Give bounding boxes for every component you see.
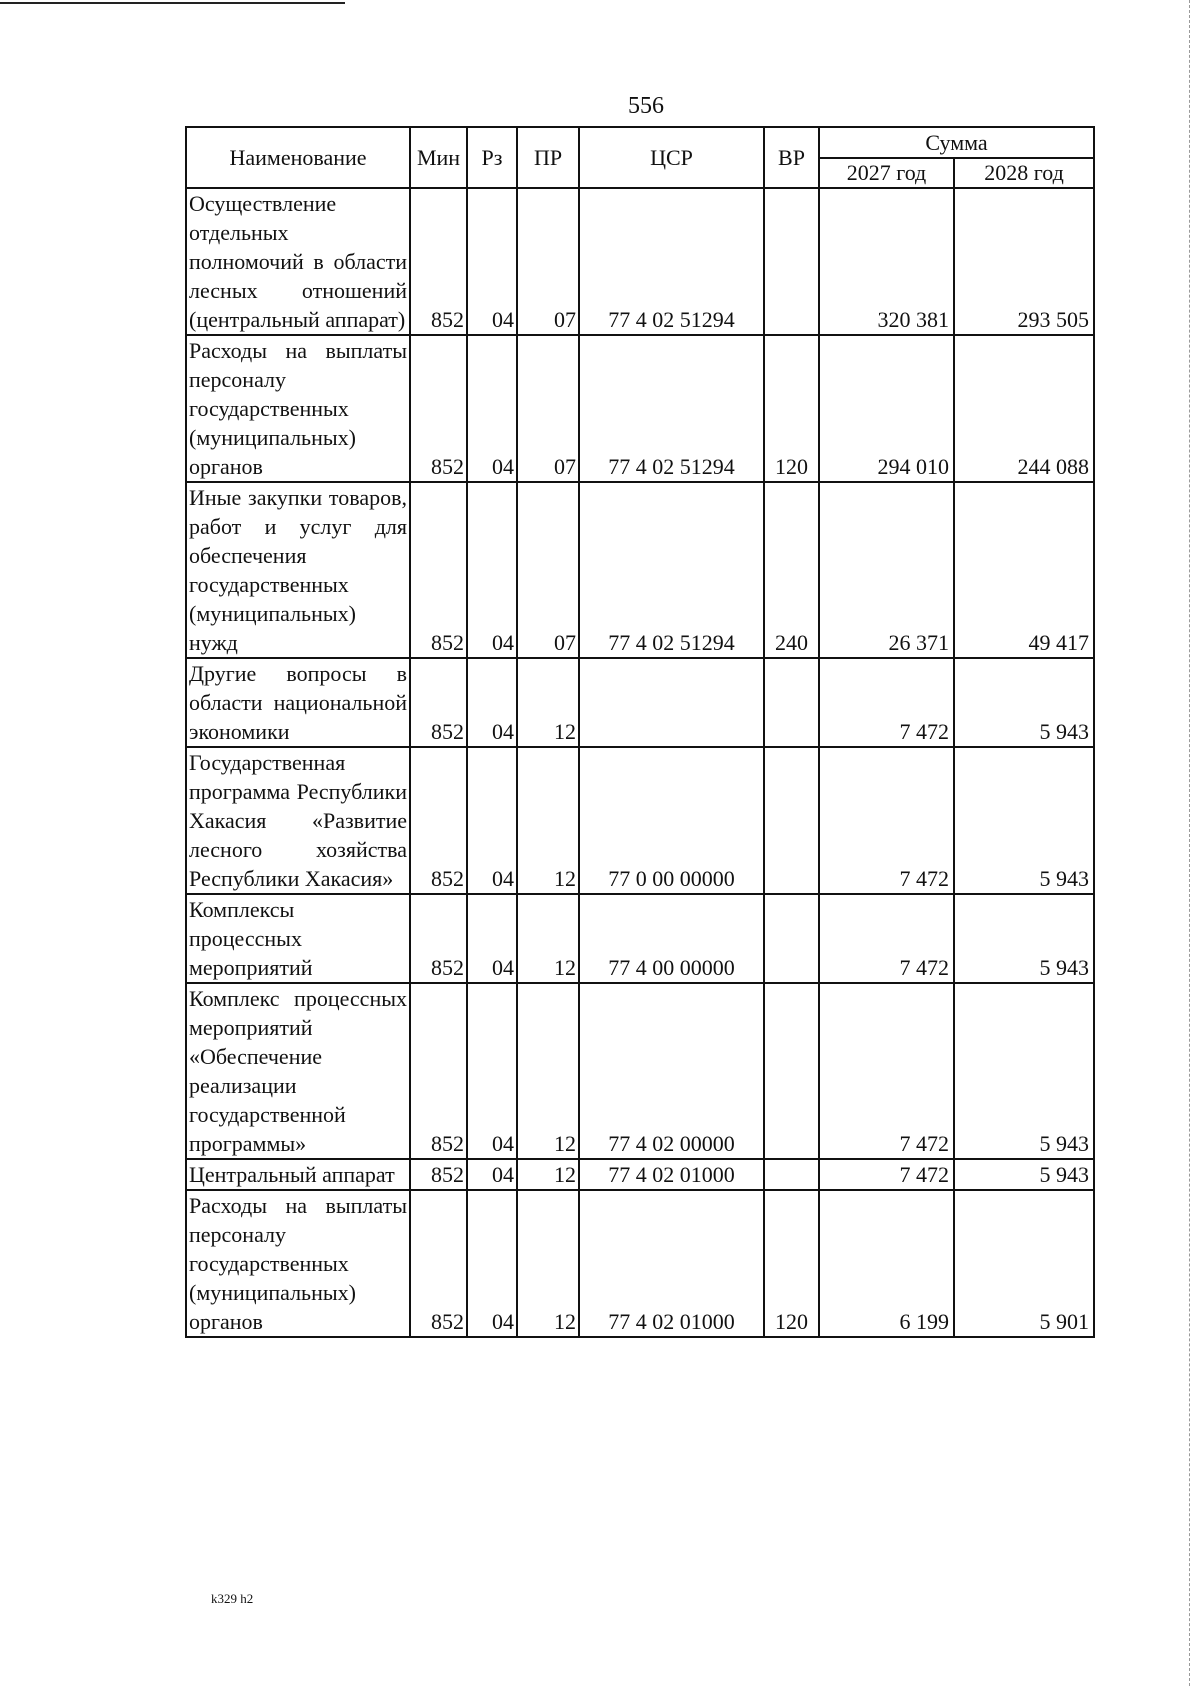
table-body xyxy=(186,188,1094,1337)
cell-sum-2027: 7 472 xyxy=(819,658,954,747)
cell-sum-2027: 7 472 xyxy=(819,1159,954,1190)
cell-rz: 04 xyxy=(467,983,517,1159)
cell-min: 852 xyxy=(410,1159,467,1190)
table-row xyxy=(186,983,1094,1159)
header-name: Наименование xyxy=(186,127,410,188)
cell-vr: 120 xyxy=(764,335,819,482)
cell-min: 852 xyxy=(410,658,467,747)
cell-csr: 77 4 02 00000 xyxy=(579,983,764,1159)
cell-sum-2028: 244 088 xyxy=(954,335,1094,482)
cell-min: 852 xyxy=(410,188,467,335)
cell-csr: 77 4 02 51294 xyxy=(579,188,764,335)
cell-vr xyxy=(764,894,819,983)
cell-pr: 07 xyxy=(517,188,579,335)
table-row xyxy=(186,658,1094,747)
cell-rz: 04 xyxy=(467,894,517,983)
cell-name: Иные закупки товаров, работ и услуг для обеспечения государственных (муниципальных) нужд xyxy=(186,482,410,658)
header-rz: Рз xyxy=(467,127,517,188)
cell-sum-2028: 293 505 xyxy=(954,188,1094,335)
cell-vr xyxy=(764,983,819,1159)
cell-pr: 12 xyxy=(517,894,579,983)
cell-sum-2027: 320 381 xyxy=(819,188,954,335)
cell-sum-2027: 7 472 xyxy=(819,747,954,894)
cell-vr xyxy=(764,188,819,335)
cell-pr: 12 xyxy=(517,1190,579,1337)
cell-pr: 12 xyxy=(517,658,579,747)
cell-name: Расходы на выплаты персоналу государственных (муниципальных) органов xyxy=(186,335,410,482)
cell-sum-2027: 26 371 xyxy=(819,482,954,658)
header-min: Мин xyxy=(410,127,467,188)
top-rule xyxy=(0,2,345,4)
cell-name: Расходы на выплаты персоналу государственных (муниципальных) органов xyxy=(186,1190,410,1337)
cell-csr xyxy=(579,658,764,747)
cell-csr: 77 4 02 51294 xyxy=(579,335,764,482)
table-row xyxy=(186,482,1094,658)
header-vr: ВР xyxy=(764,127,819,188)
cell-csr: 77 4 00 00000 xyxy=(579,894,764,983)
cell-min: 852 xyxy=(410,335,467,482)
cell-pr: 12 xyxy=(517,983,579,1159)
cell-rz: 04 xyxy=(467,1159,517,1190)
cell-name: Государственная программа Республики Хакасия «Развитие лесного хозяйства Республики Хакасия» xyxy=(186,747,410,894)
cell-sum-2028: 5 901 xyxy=(954,1190,1094,1337)
budget-table xyxy=(185,126,1095,1338)
cell-sum-2027: 6 199 xyxy=(819,1190,954,1337)
page-number: 556 xyxy=(628,93,664,119)
cell-sum-2028: 5 943 xyxy=(954,983,1094,1159)
cell-min: 852 xyxy=(410,482,467,658)
cell-sum-2028: 5 943 xyxy=(954,747,1094,894)
table-row xyxy=(186,1190,1094,1337)
cell-vr xyxy=(764,658,819,747)
cell-rz: 04 xyxy=(467,335,517,482)
cell-name: Комплекс процессных мероприятий «Обеспечение реализации государственной программы» xyxy=(186,983,410,1159)
cell-sum-2028: 5 943 xyxy=(954,894,1094,983)
cell-pr: 07 xyxy=(517,482,579,658)
cell-vr xyxy=(764,747,819,894)
table-row xyxy=(186,188,1094,335)
cell-rz: 04 xyxy=(467,188,517,335)
cell-min: 852 xyxy=(410,983,467,1159)
cell-csr: 77 4 02 01000 xyxy=(579,1190,764,1337)
cell-rz: 04 xyxy=(467,658,517,747)
cell-csr: 77 4 02 01000 xyxy=(579,1159,764,1190)
header-sum: Сумма xyxy=(819,127,1094,158)
cell-name: Центральный аппарат xyxy=(186,1159,410,1190)
cell-sum-2028: 5 943 xyxy=(954,658,1094,747)
cell-vr: 120 xyxy=(764,1190,819,1337)
table-row xyxy=(186,335,1094,482)
cell-csr: 77 0 00 00000 xyxy=(579,747,764,894)
table-row xyxy=(186,747,1094,894)
page-edge-line xyxy=(1189,0,1190,1686)
cell-vr xyxy=(764,1159,819,1190)
cell-rz: 04 xyxy=(467,747,517,894)
cell-name: Другие вопросы в области национальной экономики xyxy=(186,658,410,747)
cell-min: 852 xyxy=(410,747,467,894)
cell-pr: 12 xyxy=(517,747,579,894)
table-row xyxy=(186,894,1094,983)
header-csr: ЦСР xyxy=(579,127,764,188)
cell-min: 852 xyxy=(410,1190,467,1337)
cell-pr: 12 xyxy=(517,1159,579,1190)
cell-rz: 04 xyxy=(467,482,517,658)
cell-rz: 04 xyxy=(467,1190,517,1337)
cell-sum-2027: 7 472 xyxy=(819,983,954,1159)
cell-sum-2027: 7 472 xyxy=(819,894,954,983)
cell-csr: 77 4 02 51294 xyxy=(579,482,764,658)
cell-name: Осуществление отдельных полномочий в области лесных отношений (центральный аппарат) xyxy=(186,188,410,335)
header-year-2028: 2028 год xyxy=(954,158,1094,188)
table-row xyxy=(186,1159,1094,1190)
cell-name: Комплексы процессных мероприятий xyxy=(186,894,410,983)
cell-min: 852 xyxy=(410,894,467,983)
footer-code: k329 h2 xyxy=(211,1591,254,1606)
header-year-2027: 2027 год xyxy=(819,158,954,188)
cell-pr: 07 xyxy=(517,335,579,482)
cell-sum-2028: 5 943 xyxy=(954,1159,1094,1190)
cell-sum-2028: 49 417 xyxy=(954,482,1094,658)
header-pr: ПР xyxy=(517,127,579,188)
cell-vr: 240 xyxy=(764,482,819,658)
cell-sum-2027: 294 010 xyxy=(819,335,954,482)
